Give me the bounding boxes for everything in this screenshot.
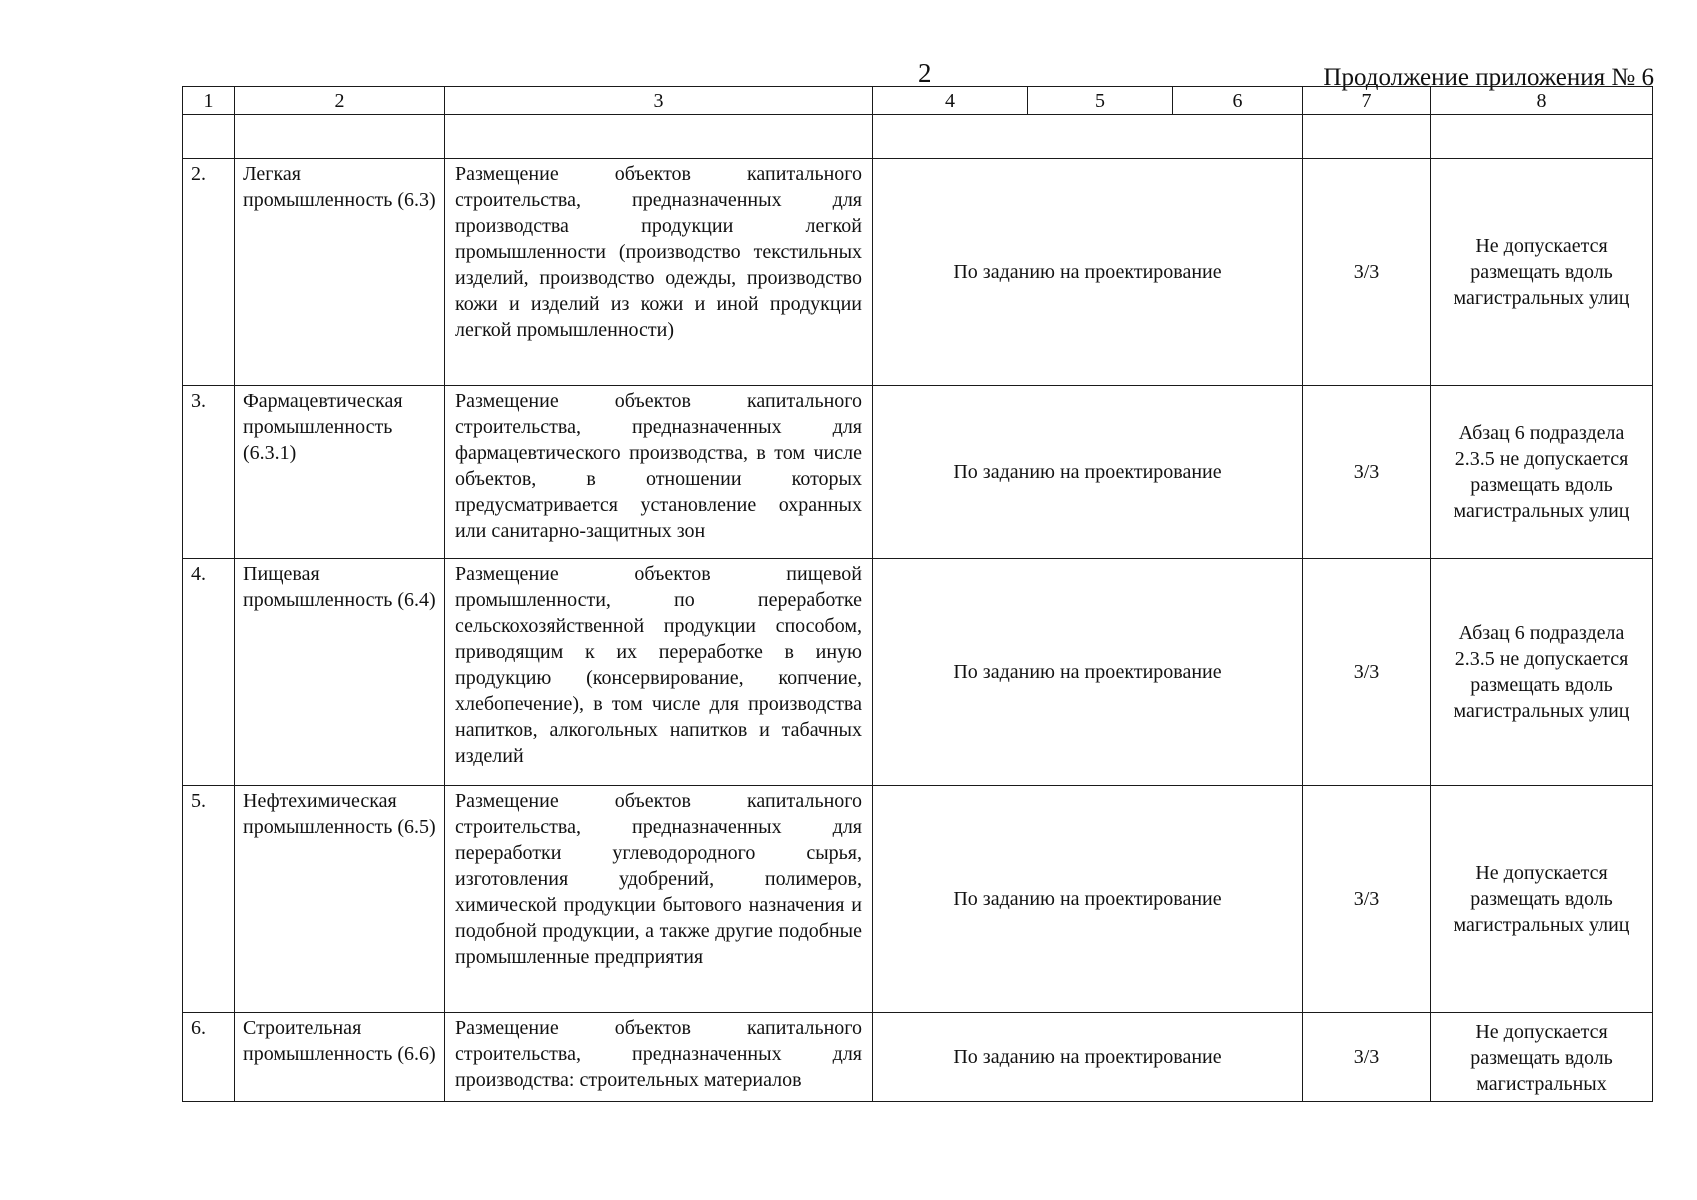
empty-cell: [1431, 115, 1653, 159]
empty-cell: [235, 115, 445, 159]
building-parameters: По заданию на проектирование: [873, 559, 1303, 786]
restriction-note: Не допускается размещать вдоль магистральных: [1431, 1013, 1653, 1102]
use-description: Размещение объектов пищевой промышленности, по переработке сельскохозяйственной продукции способом, приводящим к их переработке в иную продукцию (консервирование, копчение, хлебопечение), в том числе для производства напитков, алкогольных напитков и табачных изделий: [445, 559, 873, 786]
restriction-note: Абзац 6 подраздела 2.3.5 не допускается размещать вдоль магистральных улиц: [1431, 386, 1653, 559]
page-number: 2: [918, 58, 932, 88]
ratio-value: 3/3: [1303, 559, 1431, 786]
table-row: [183, 559, 1653, 786]
use-type-name: Строительная промышленность (6.6): [235, 1013, 445, 1102]
ratio-value: 3/3: [1303, 1013, 1431, 1102]
column-header: 3: [445, 87, 873, 115]
building-parameters: По заданию на проектирование: [873, 1013, 1303, 1102]
column-header: 4: [873, 87, 1028, 115]
empty-cell: [873, 115, 1303, 159]
column-header: 8: [1431, 87, 1653, 115]
use-description: Размещение объектов капитального строительства, предназначенных для фармацевтического производства, в том числе объектов, в отношении которых предусматривается установление охранных или санитарно-защитных зон: [445, 386, 873, 559]
building-parameters: По заданию на проектирование: [873, 786, 1303, 1013]
regulations-table: [182, 86, 1653, 1102]
column-number-row: [183, 87, 1653, 115]
column-header: 2: [235, 87, 445, 115]
table-row: [183, 386, 1653, 559]
column-header: 1: [183, 87, 235, 115]
row-number: 5.: [183, 786, 235, 1013]
building-parameters: По заданию на проектирование: [873, 386, 1303, 559]
restriction-note: Абзац 6 подраздела 2.3.5 не допускается размещать вдоль магистральных улиц: [1431, 559, 1653, 786]
use-type-name: Нефтехимическая промышленность (6.5): [235, 786, 445, 1013]
ratio-value: 3/3: [1303, 386, 1431, 559]
use-description: Размещение объектов капитального строительства, предназначенных для производства продукции легкой промышленности (производство текстильных изделий, производство одежды, производство кожи и изделий из кожи и иной продукции легкой промышленности): [445, 159, 873, 386]
column-header: 7: [1303, 87, 1431, 115]
column-header: 6: [1173, 87, 1303, 115]
use-type-name: Пищевая промышленность (6.4): [235, 559, 445, 786]
use-type-name: Фармацевтическая промышленность (6.3.1): [235, 386, 445, 559]
spacer-row: [183, 115, 1653, 159]
ratio-value: 3/3: [1303, 786, 1431, 1013]
table-row: [183, 1013, 1653, 1102]
empty-cell: [1303, 115, 1431, 159]
empty-cell: [445, 115, 873, 159]
use-type-name: Легкая промышленность (6.3): [235, 159, 445, 386]
restriction-note: Не допускается размещать вдоль магистральных улиц: [1431, 786, 1653, 1013]
continuation-title: Продолжение приложения № 6: [1323, 64, 1654, 91]
row-number: 6.: [183, 1013, 235, 1102]
use-description: Размещение объектов капитального строительства, предназначенных для переработки углеводородного сырья, изготовления удобрений, полимеров, химической продукции бытового назначения и подобной продукции, а также другие подобные промышленные предприятия: [445, 786, 873, 1013]
empty-cell: [183, 115, 235, 159]
building-parameters: По заданию на проектирование: [873, 159, 1303, 386]
table-row: [183, 786, 1653, 1013]
column-header: 5: [1028, 87, 1173, 115]
use-description: Размещение объектов капитального строительства, предназначенных для производства: строительных материалов: [445, 1013, 873, 1102]
row-number: 2.: [183, 159, 235, 386]
restriction-note: Не допускается размещать вдоль магистральных улиц: [1431, 159, 1653, 386]
row-number: 3.: [183, 386, 235, 559]
table-row: [183, 159, 1653, 386]
ratio-value: 3/3: [1303, 159, 1431, 386]
row-number: 4.: [183, 559, 235, 786]
